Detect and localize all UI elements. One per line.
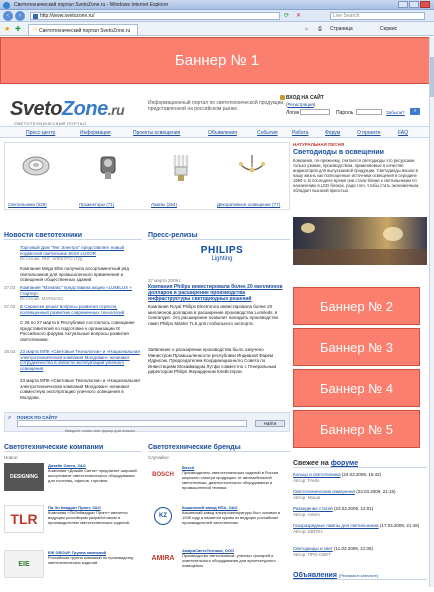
stop-icon[interactable]: ✕ [296, 13, 302, 19]
nav-faq[interactable]: FAQ [398, 130, 409, 136]
login-label: Логин [286, 110, 300, 116]
company-logo: DESIGNING [4, 463, 44, 491]
press-section-title[interactable]: Пресс-релизы [148, 232, 290, 240]
window-title-bar [0, 0, 434, 10]
side-article-photo[interactable] [293, 217, 427, 265]
catalog-categories [4, 142, 290, 210]
brand-item[interactable] [148, 465, 290, 495]
category-fixtures-label[interactable]: Светильники (529) [8, 202, 47, 207]
company-logo: EIE [4, 550, 44, 578]
news-item [4, 266, 142, 282]
side-article-title[interactable]: Светодиоды в освещении [293, 149, 384, 156]
category-floodlights-label[interactable]: Прожекторы (71) [79, 202, 115, 207]
brand-logo: KZ [154, 507, 172, 525]
company-name[interactable]: EIE GROUP, Группа компаний [48, 550, 107, 555]
news-text[interactable]: Компания "Мэгмакс" представила акцию «LUMILUX + стартер» [20, 285, 132, 296]
forum-author: Автор: ПРО-СВЕТ [293, 551, 331, 557]
ads-section-title [293, 572, 427, 580]
forum-topic[interactable]: Кольцо и светотехника [293, 472, 341, 477]
news-source: Источник: МЭГМАКС [20, 296, 64, 301]
register-text: Регистрация [287, 102, 314, 107]
philips-logo[interactable] [192, 245, 252, 273]
category-decor[interactable] [227, 149, 277, 193]
forum-author: Автор: Artem [293, 511, 320, 517]
register-link[interactable]: (Регистрация) [286, 102, 316, 107]
logo-part-zone: Zone [61, 98, 108, 120]
password-input[interactable] [356, 109, 382, 115]
chandelier-icon [237, 153, 267, 183]
tab-bar [0, 22, 434, 36]
brand-desc: Кашинский завод электроаппаратуры был основан в 1935 году и является одним из ведущих российских производителей светотехники. [182, 510, 281, 525]
company-name[interactable]: Дизайн Света, ЗАО [48, 463, 86, 468]
banner-2[interactable]: Баннер № 2 [293, 287, 420, 325]
home-icon[interactable]: ⌂ [305, 26, 309, 32]
favorites-star-icon[interactable]: ★ [4, 26, 11, 33]
forum-title-text: Свежее на [293, 460, 329, 467]
brand-desc: Производство светильников, уличных фонарей и осветительного оборудования для архитектурного освещения. [182, 553, 276, 568]
browser-search-input[interactable]: Live Search [330, 12, 425, 20]
forum-topic[interactable]: Светодиоды и свет [293, 546, 333, 551]
site-search [4, 412, 290, 432]
nav-ads[interactable]: Объявления [208, 130, 237, 136]
site-search-button[interactable]: Найти [255, 420, 285, 427]
login-input[interactable] [300, 109, 330, 115]
news-text[interactable]: В Саранске решат вопросы развития отрасли, посвященный развитию современных технологий [20, 304, 125, 315]
category-lamps[interactable] [155, 149, 205, 193]
category-floodlights[interactable] [83, 149, 133, 193]
forum-date: (17.03.2009, 21:49) [379, 523, 420, 528]
forum-author: Автор: ЕВГЕН [293, 528, 323, 534]
nav-events[interactable]: События [257, 130, 278, 136]
brands-new-label: Случайно: [148, 455, 170, 460]
nav-projects[interactable]: Проекты освещения [133, 130, 181, 136]
brand-item[interactable] [148, 548, 290, 578]
print-icon[interactable]: ⎙ [318, 26, 323, 32]
forum-topic[interactable]: Газоразрядные лампы для светильников [293, 523, 379, 528]
news-text: С 26 по 27 марта в Республике состоялось совещание представителей по подготовке к организации IX Российского форума Актуальные вопросы развития светотехники. [20, 320, 135, 342]
lock-icon [280, 95, 285, 100]
spotlight-icon [93, 153, 123, 183]
news-date: 27.03 [4, 285, 16, 290]
company-desc: Российская группа компаний по производству светотехнических изделий. [48, 555, 134, 565]
forum-date: (24.03.2009, 16:42) [341, 472, 382, 477]
nav-jobs[interactable]: Работа [292, 130, 309, 136]
news-section-title[interactable]: Новости светотехники [4, 232, 142, 240]
site-tagline: Информационный портал по светотехнической продукции, представленной на российском рынке. [148, 100, 285, 112]
news-item [4, 320, 142, 344]
brand-name[interactable]: Bosch [182, 465, 195, 470]
philips-logo-word: PHILIPS [200, 245, 244, 256]
tab-favicon-icon: ☆ [32, 27, 38, 33]
forum-topic[interactable]: Светотехнические измерения [293, 489, 355, 494]
cfl-lamp-icon [165, 153, 195, 183]
category-fixtures[interactable] [11, 149, 61, 193]
top-banner[interactable]: Баннер № 1 [0, 37, 434, 84]
banner-5[interactable]: Баннер № 5 [293, 410, 420, 448]
brand-logo: BOSCH [152, 472, 174, 478]
nav-press[interactable]: Пресс-центр [26, 130, 56, 136]
ads-title-link[interactable]: Объявления [293, 572, 337, 579]
ceiling-light-icon [21, 153, 51, 183]
brand-logo: AMIRA [151, 554, 175, 562]
brand-desc: Производитель светотехнических изделий в России широкого спектра продукции: от автомобильной светотехники, диагностического оборудования и промышленной техники. [182, 470, 279, 490]
forum-item[interactable] [293, 506, 427, 517]
press-date: 27 марта 2009 г. [148, 278, 182, 283]
login-submit-icon[interactable]: » [410, 108, 420, 115]
forum-date: (23.03.2009, 12:01) [333, 506, 374, 511]
company-desc: Компания «Дизайн Света» предлагает широкий ассортимент светотехнического оборудования для гостиниц, офисов, торговли. [48, 468, 137, 483]
philips-logo-sub: Lighting [211, 256, 233, 262]
company-item[interactable] [4, 463, 142, 505]
forum-item[interactable] [293, 489, 427, 500]
site-search-hint: Введите слово или фразу для поиска [65, 428, 135, 433]
site-logo[interactable] [10, 98, 124, 121]
brand-name[interactable]: АмираСветоТехника, ООО [182, 548, 235, 553]
nav-info[interactable]: Информация [80, 130, 111, 136]
forum-section-title [293, 460, 427, 468]
forum-topic[interactable]: Разведение статей [293, 506, 333, 511]
cmd-page[interactable]: Страница [330, 26, 353, 32]
refresh-icon[interactable]: ⟳ [284, 13, 290, 19]
companies-section-title[interactable]: Светотехнические компании [4, 444, 142, 452]
logo-part-ru: .ru [107, 102, 125, 118]
tab-label: Светотехнический портал SvetoZone.ru [39, 28, 131, 34]
ads-subtitle: (Реклама в каталоге) [338, 573, 379, 578]
company-desc: Компания «ПиЭлКвадрат Принт» является ведущим российским разработчиком и производителем светотехнических изделий. [48, 510, 130, 525]
forum-date: (23.03.2009, 21:15) [356, 489, 396, 494]
category-decor-label[interactable]: Декоративное освещение (77) [217, 202, 281, 207]
forum-author: Автор: Миша [293, 494, 321, 500]
cmd-service[interactable]: Сервис [380, 26, 398, 32]
news-item[interactable] [4, 285, 142, 301]
company-item[interactable] [4, 550, 142, 592]
ie-icon [3, 2, 10, 9]
window-title: Светотехнический портал SvetoZone.ru - Windows Internet Explorer [14, 2, 169, 8]
nav-about[interactable]: О проекте [357, 130, 381, 136]
news-item[interactable] [4, 304, 142, 316]
nav-forum[interactable]: Форум [325, 130, 341, 136]
forgot-link[interactable]: Забыли? [386, 110, 405, 115]
news-item [4, 378, 142, 402]
company-name[interactable]: Пи Эл Квадрат Принт, ЗАО [48, 505, 101, 510]
site-search-input[interactable] [17, 420, 247, 427]
forum-item[interactable] [293, 472, 427, 483]
scrollbar-thumb[interactable] [430, 57, 434, 97]
main-nav [0, 126, 434, 138]
forum-item[interactable] [293, 523, 427, 534]
banner-4[interactable]: Баннер № 4 [293, 369, 420, 407]
press-headline[interactable]: Компания Philips инвестировала более 20 миллионов долларов в расширение производства инфраструктуры светодиодных решений [148, 284, 283, 302]
news-text[interactable]: Торговый Дом "Янг Электро" представляет новый подвесной светильник JESS LUXOR [20, 245, 125, 256]
url-field[interactable] [30, 12, 280, 20]
side-article-heading: НАТУРАЛЬНАЯ ПЕСНЯ [293, 142, 345, 147]
forward-icon[interactable]: › [15, 11, 25, 21]
news-item[interactable] [4, 349, 142, 371]
news-source: Источник: ЯНГ ЭЛЕКТРО (ТД) [20, 256, 83, 261]
forum-title-link[interactable]: форуме [330, 460, 359, 467]
side-article [293, 141, 427, 261]
address-bar [0, 10, 434, 22]
add-favorite-icon[interactable]: ✚ [15, 26, 21, 33]
logo-subtitle: СВЕТОТЕХНИЧЕСКИЙ ПОРТАЛ [14, 121, 87, 126]
vertical-scrollbar[interactable] [429, 37, 434, 587]
close-button[interactable] [420, 1, 430, 8]
login-title: ВХОД НА САЙТ [286, 95, 324, 101]
news-date: 27.03 [4, 304, 16, 309]
tab-active[interactable] [28, 24, 138, 35]
site-search-label: ПОИСК ПО САЙТУ [17, 415, 58, 420]
news-date: 26.03 [4, 349, 16, 354]
companies-new-label: Новое: [4, 455, 19, 460]
brand-item[interactable] [148, 505, 290, 535]
forum-date: (11.03.2009, 21:06) [334, 546, 373, 551]
banner-3[interactable]: Баннер № 3 [293, 328, 420, 366]
category-lamps-label[interactable]: Лампы (254) [151, 202, 177, 207]
side-article-body: Компания, по-прежнему, считается светодиоды это ресурсами только узкими, производством, применяемые в качестве индикаторов для выпускаемой продукции. Светодиоды вошли в нашу жизнь как полноценные источники освещения в середине 1990-х. В последнее время они стали ближе к светильникам по назначению в LED-блоках, ради того, чтобы стать экономичным, обладает высокой яркостью. [293, 158, 420, 193]
news-text: Компания Mega Elite получила ассортиментный ряд светильников для промышленного применения и освещения общественных зданий. [20, 266, 129, 282]
news-text[interactable]: 23 марта МПК «Световые Технологии» и «Национальная электротехническая компания Молдован» начинают сотрудничество в области эксплуатации уличного освещения [20, 349, 140, 371]
news-item[interactable] [4, 245, 142, 263]
magnifier-icon: ⌕ [8, 415, 12, 421]
brands-section-title[interactable]: Светотехнические бренды [148, 444, 290, 452]
url-text: http://www.svetozone.ru/ [40, 13, 95, 19]
minimize-button[interactable] [398, 1, 408, 8]
back-icon[interactable]: ‹ [3, 11, 13, 21]
press-body: Компания Royal Philips Electronics инвестировала более 20 миллионов долларов в расширение производства Lumileds, в Сингапуре. Это расширение позволит наладить производство ламп Philips Master TL5 для глобального экспорта. [148, 304, 279, 326]
brand-name[interactable]: Кашинский завод НПА, ОАО [182, 505, 238, 510]
forum-author: Автор: Fredo [293, 477, 320, 483]
logo-part-sveto: Sveto [10, 98, 62, 120]
company-item[interactable] [4, 505, 142, 547]
password-label: Пароль [336, 110, 354, 116]
news-text: 23 марта МПК «Световые Технологии» и «Национальная электротехническая компания Молдован» начинают совместную эксплуатацию уличного освещения в Молдове. [20, 378, 140, 400]
maximize-button[interactable] [409, 1, 419, 8]
forum-item[interactable] [293, 546, 427, 557]
favicon-icon [33, 14, 38, 19]
company-logo: TLR [4, 505, 44, 533]
press-body-2: Заявление о расширении производства было озвучено Министром Промышленности республики Индианой Фарем Идрисом, Председателем Координационного Совета по Инвестициям Мохаммадом Лутфи совместно с Генеральным директором Philips Жерарденом Клейстерли. [148, 347, 277, 374]
